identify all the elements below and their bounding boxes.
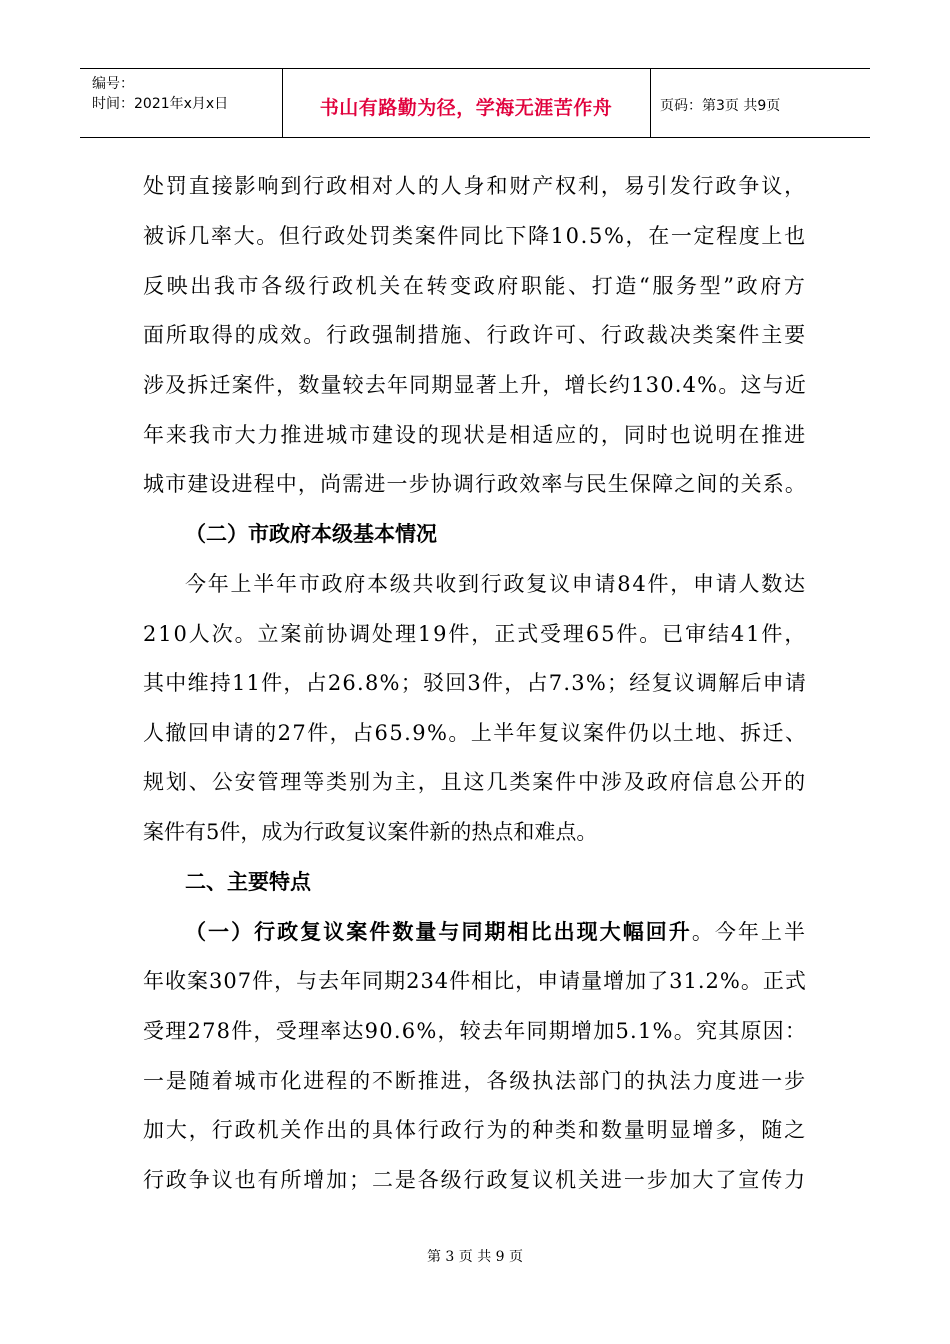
header-page-code: 页码：第3页 共9页 xyxy=(660,98,781,114)
body-line: 年收案307件，与去年同期234件相比，申请量增加了31.2%。正式 xyxy=(143,969,807,993)
body-line: 今年上半年市政府本级共收到行政复议申请84件，申请人数达 xyxy=(185,572,807,596)
body-line: 被诉几率大。但行政处罚类案件同比下降10.5%，在一定程度上也 xyxy=(143,224,807,248)
header-page-cell xyxy=(650,69,870,137)
body-line: 一是随着城市化进程的不断推进，各级执法部门的执法力度进一步 xyxy=(143,1069,807,1093)
section-heading-municipal: （二）市政府本级基本情况 xyxy=(185,522,437,546)
body-line: 年来我市大力推进城市建设的现状是相适应的，同时也说明在推进 xyxy=(143,423,807,447)
body-line: 反映出我市各级行政机关在转变政府职能、打造“服务型”政府方 xyxy=(143,274,808,298)
document-time-label: 时间：2021年x月x日 xyxy=(92,96,229,112)
body-line: 城市建设进程中，尚需进一步协调行政效率与民生保障之间的关系。 xyxy=(143,472,807,496)
body-line: 人撤回申请的27件，占65.9%。上半年复议案件仍以土地、拆迁、 xyxy=(143,721,808,745)
header-motto-cell xyxy=(282,69,651,137)
body-line: 处罚直接影响到行政相对人的人身和财产权利，易引发行政争议， xyxy=(143,174,807,198)
body-line: 规划、公安管理等类别为主，且这几类案件中涉及政府信息公开的 xyxy=(143,770,807,794)
document-number-label: 编号： xyxy=(92,76,134,92)
body-line: 案件有5件，成为行政复议案件新的热点和难点。 xyxy=(143,820,598,844)
body-line: 受理278件，受理率达90.6%，较去年同期增加5.1%。究其原因： xyxy=(143,1019,808,1043)
subsection-heading-bold: （一）行政复议案件数量与同期相比出现大幅回升 xyxy=(185,920,692,944)
body-line: 210人次。立案前协调处理19件，正式受理65件。已审结41件， xyxy=(143,622,808,646)
page-footer: 第 3 页 共 9 页 xyxy=(426,1249,524,1265)
page-header xyxy=(80,68,870,138)
body-line: 加大，行政机关作出的具体行政行为的种类和数量明显增多，随之 xyxy=(143,1118,807,1142)
body-line: 面所取得的成效。行政强制措施、行政许可、行政裁决类案件主要 xyxy=(143,323,807,347)
subsection-heading-tail: 。今年上半 xyxy=(691,920,808,944)
body-line: 涉及拆迁案件，数量较去年同期显著上升，增长约130.4%。这与近 xyxy=(143,373,808,397)
body-line xyxy=(185,918,807,946)
body-line: 行政争议也有所增加；二是各级行政复议机关进一步加大了宣传力 xyxy=(143,1168,807,1192)
header-meta-cell xyxy=(80,69,283,137)
section-heading-main-features: 二、主要特点 xyxy=(185,870,311,894)
header-motto: 书山有路勤为径，学海无涯苦作舟 xyxy=(319,97,613,119)
body-line: 其中维持11件，占26.8%；驳回3件，占7.3%；经复议调解后申请 xyxy=(143,671,808,695)
